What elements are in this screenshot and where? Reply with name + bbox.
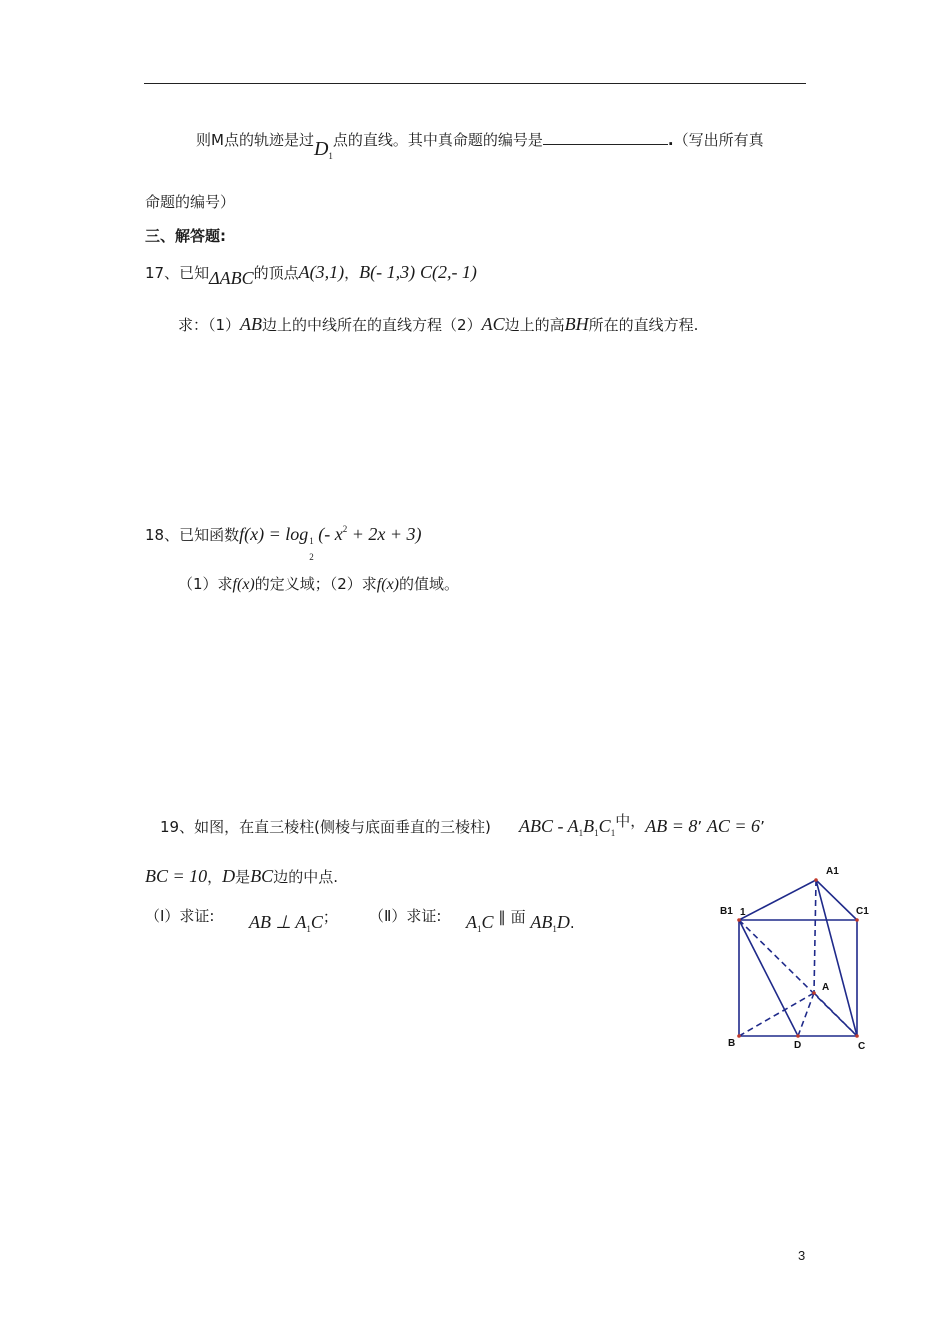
- vertex-b: [737, 1034, 741, 1038]
- triangle-abc: ΔABC: [209, 268, 254, 288]
- point-d: D: [222, 866, 236, 886]
- point-c: C(2,- 1): [419, 262, 477, 282]
- label-d: D: [794, 1040, 802, 1051]
- prism-figure: [710, 860, 880, 1060]
- question-19-part1: [145, 905, 214, 926]
- point-a: A(3,1): [298, 262, 345, 282]
- q19-part2-label: （Ⅱ）求证:: [369, 907, 442, 925]
- length-ac: AC = 6: [706, 816, 761, 836]
- q18-p1b: 的定义域；（2）求: [254, 575, 377, 593]
- question-19: [160, 816, 491, 837]
- q19-part1-label: （Ⅰ）求证:: [145, 907, 215, 925]
- q17-ask-mid: 边上的中线所在的直线方程（2）: [262, 316, 482, 334]
- q18-label: 18、已知函数: [145, 526, 240, 544]
- edge-a1-c: [816, 880, 857, 1036]
- q17-vertex-text: 的顶点: [253, 264, 299, 282]
- q17-ask-mid2: 边上的高: [504, 316, 565, 334]
- q19-end: .: [569, 914, 575, 932]
- vertex-a: [812, 991, 816, 995]
- q17-ask-end: 所在的直线方程.: [588, 316, 699, 334]
- q17-label: 17、已知: [145, 264, 210, 282]
- question-19-bc: [145, 866, 338, 887]
- section-title: 三、解答题:: [145, 227, 226, 245]
- edge-a1-c1: [816, 880, 857, 920]
- statement-line-2: 命题的编号）: [145, 193, 236, 211]
- point-b: B(- 1,3): [359, 262, 416, 282]
- function-definition: f(x) = log 1 2 (- $x^2 + 2x + 3$): [239, 524, 422, 562]
- text-suffix: （写出所有真: [673, 131, 764, 149]
- segment-ab: AB: [240, 314, 263, 334]
- question-18: [145, 524, 422, 562]
- segment-bh: BH: [564, 314, 589, 334]
- question-19-part2: [369, 905, 441, 926]
- q19-mid-text: 边的中点.: [273, 868, 338, 886]
- plane-word: 面: [510, 908, 526, 926]
- q18-p1: （1）求: [178, 575, 233, 593]
- segment-ac: AC: [481, 314, 505, 334]
- vertex-c: [855, 1034, 859, 1038]
- point-d1: $D_1$: [313, 138, 333, 161]
- q19-sep: ’: [697, 818, 703, 836]
- q19-d-text: 是: [235, 868, 251, 886]
- plane-ab1d: $AB_1D$: [530, 912, 570, 934]
- vertex-b1: [737, 918, 741, 922]
- statement-line-1: [196, 128, 764, 161]
- edge-b1-c: [739, 920, 857, 1036]
- fx-2: f(x): [376, 576, 399, 593]
- vertex-d: [796, 1034, 800, 1038]
- q19-mid: 中，: [615, 812, 646, 830]
- vertex-a1: [814, 878, 818, 882]
- text-prefix: 则M点的轨迹是过: [196, 131, 314, 149]
- q19-semi: ；: [322, 908, 338, 926]
- q18-p2b: 的值域。: [399, 575, 460, 593]
- q19-sep2: ’: [760, 818, 765, 836]
- answer-blank[interactable]: [543, 130, 668, 145]
- question-17: [145, 262, 477, 288]
- label-b: B: [728, 1038, 736, 1049]
- prism-name: ABC - $A_1B_1C_1$: [519, 816, 616, 838]
- segment-bc: BC: [250, 866, 274, 886]
- label-c: C: [858, 1041, 866, 1052]
- question-19-part2-expr: [466, 908, 575, 934]
- question-19-prism: [519, 812, 765, 838]
- page-number: 3: [798, 1248, 806, 1263]
- blank-dot: .: [667, 131, 674, 149]
- parallel-expression: $A_1C$: [466, 912, 494, 934]
- label-a1: A1: [826, 866, 839, 877]
- question-18-ask: [178, 573, 459, 594]
- text-middle: 点的直线。其中真命题的编号是: [332, 131, 543, 149]
- question-19-part1-expr: [249, 908, 338, 934]
- parallel-symbol: ∥: [498, 908, 506, 926]
- edge-b1-a1: [739, 880, 816, 920]
- header-rule: [144, 83, 806, 84]
- q17-comma: ，: [344, 264, 360, 282]
- perp-expression: AB ⊥ $A_1C$: [249, 912, 323, 934]
- label-one: 1: [740, 907, 746, 918]
- vertex-c1: [855, 918, 859, 922]
- length-ab: AB = 8: [645, 816, 698, 836]
- edge-b-a: [739, 993, 814, 1036]
- q19-label: 19、如图，在直三棱柱(侧棱与底面垂直的三棱柱): [160, 818, 491, 836]
- q17-ask-prefix: 求：（1）: [178, 316, 241, 334]
- label-a: A: [822, 982, 830, 993]
- question-17-ask: [178, 314, 698, 335]
- q19-comma: ，: [207, 868, 223, 886]
- edge-a1-a: [814, 880, 816, 993]
- label-c1: C1: [856, 906, 869, 917]
- length-bc: BC = 10: [145, 866, 208, 886]
- edge-d-a: [798, 993, 814, 1036]
- fx-1: f(x): [232, 576, 255, 593]
- label-b1: B1: [720, 906, 733, 917]
